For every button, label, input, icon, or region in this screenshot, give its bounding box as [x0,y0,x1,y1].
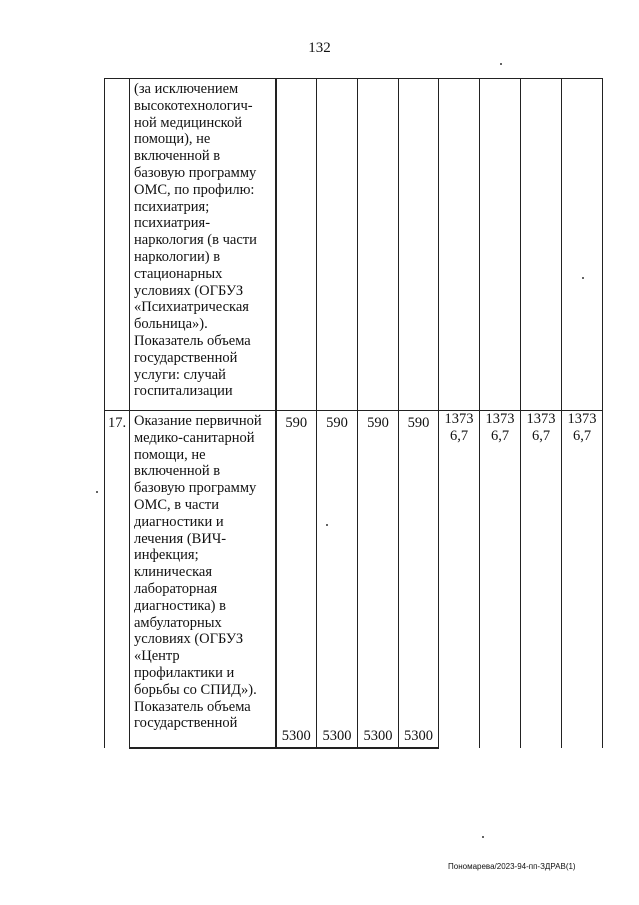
value-bottom: 5300 [404,728,433,745]
value-cell [399,411,439,749]
row-number-cell [105,79,130,411]
document-table [104,78,603,749]
value-top: 590 [285,415,308,431]
table-row [105,411,603,749]
value-cell [358,79,399,411]
value-cell: 1373 6,7 [480,411,521,749]
value-cell [317,79,358,411]
value-cell [439,79,480,411]
footer-document-code: Пономарева/2023-94-пп-ЗДРАВ(1) [448,862,576,871]
value-cell: 1373 6,7 [439,411,480,749]
value-cell: 1373 6,7 [521,411,562,749]
value-cell [480,79,521,411]
value-cell [276,411,317,749]
table-row [105,79,603,411]
value-cell [562,79,603,411]
scan-speck [500,63,502,65]
scan-speck [482,836,484,838]
value-bottom: 5300 [281,728,311,745]
row-description-cell: Оказание первичной медико-санитарной помощи, не включенной в базовую программу ОМС, в части диагностики и лечения (ВИЧ- инфекция; клиническая лабораторная диагностика) в амбулаторных условиях (ОГБУЗ «Центр профилактики и борьбы со СПИД»). Показатель объема государственной [130,411,276,749]
value-top: 590 [367,415,389,431]
scan-speck [96,491,98,493]
value-top: 590 [326,415,348,431]
value-cell [276,79,317,411]
scan-speck [582,277,584,279]
value-top: 590 [407,415,430,431]
value-cell: 1373 6,7 [562,411,603,749]
value-cell [317,411,358,749]
value-cell [358,411,399,749]
value-bottom: 5300 [363,728,393,745]
scan-speck [326,524,328,526]
value-bottom: 5300 [322,728,352,745]
value-cell [399,79,439,411]
row-description-cell: (за исключением высокотехнологич- ной медицинской помощи), не включенной в базовую программу ОМС, по профилю: психиатрия; психиатрия- наркология (в части наркологии) в стационарных условиях (ОГБУЗ «Психиатрическая больница»). Показатель объема государственной услуги: случай госпитализации [130,79,276,411]
value-cell [521,79,562,411]
page-number: 132 [308,40,331,56]
row-number-cell: 17. [105,411,130,749]
